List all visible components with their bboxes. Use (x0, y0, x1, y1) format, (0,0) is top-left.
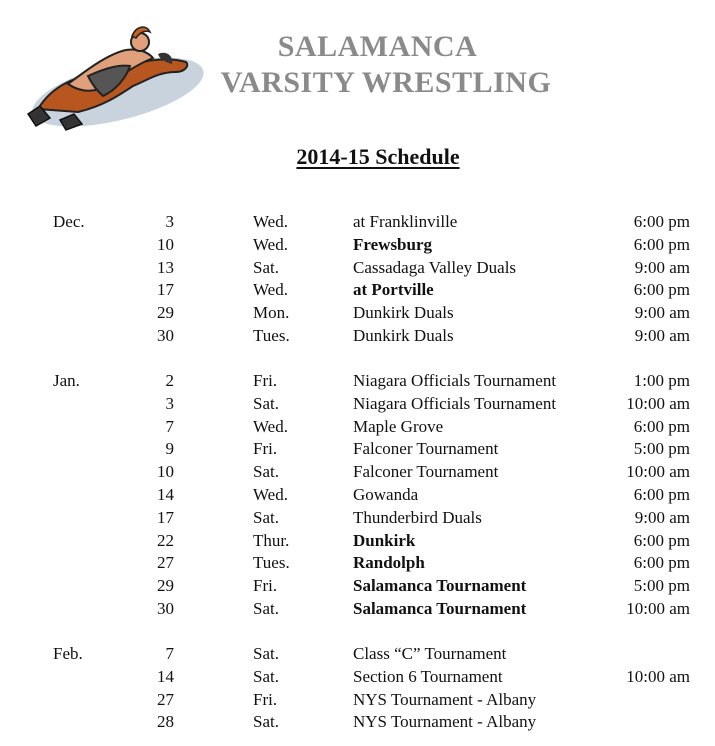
day-of-week: Wed. (253, 212, 288, 231)
day-number: 10 (157, 234, 174, 254)
event-time: 10:00 am (626, 393, 690, 413)
event-name: Falconer Tournament (353, 462, 499, 482)
event-time: 6:00 pm (633, 553, 690, 573)
day-of-week: Wed. (253, 234, 288, 254)
day-of-week: Fri. (253, 439, 278, 459)
schedule-row (0, 416, 715, 439)
event-name: Salamanca Tournament (353, 598, 527, 618)
event-name: Thunderbird Duals (353, 507, 482, 527)
event-name: Section 6 Tournament (353, 666, 503, 686)
day-of-week: Sat. (253, 507, 279, 527)
month-section (0, 643, 715, 734)
event-name: Dunkirk (353, 530, 416, 550)
schedule-row (0, 234, 715, 257)
day-number: 7 (165, 644, 174, 663)
event-time: 9:00 am (634, 325, 690, 345)
team-title-line1: SALAMANCA (277, 30, 478, 63)
day-of-week: Sat. (253, 712, 279, 732)
month-section (0, 211, 715, 348)
day-number: 14 (157, 484, 174, 504)
event-name: Niagara Officials Tournament (353, 371, 557, 390)
schedule-row (0, 257, 715, 280)
schedule-row (0, 666, 715, 689)
day-number: 30 (157, 325, 174, 345)
schedule-row (0, 393, 715, 416)
day-of-week: Tues. (253, 553, 290, 573)
schedule-row (0, 370, 715, 393)
event-name: Maple Grove (353, 416, 444, 436)
day-of-week: Sat. (253, 666, 279, 686)
day-of-week: Wed. (253, 484, 288, 504)
day-number: 27 (157, 553, 174, 573)
event-name: Cassadaga Valley Duals (353, 257, 517, 277)
schedule-row (0, 325, 715, 348)
day-of-week: Wed. (253, 280, 288, 300)
event-name: NYS Tournament - Albany (353, 712, 537, 732)
schedule-row (0, 461, 715, 484)
schedule-row (0, 711, 715, 734)
day-number: 3 (165, 393, 174, 413)
day-number: 29 (157, 303, 174, 323)
event-name: at Franklinville (353, 212, 458, 231)
event-time: 10:00 am (626, 462, 690, 482)
event-time: 6:00 pm (633, 484, 690, 504)
day-number: 30 (157, 598, 174, 618)
event-time: 6:00 pm (633, 416, 690, 436)
event-time: 5:00 pm (633, 439, 690, 459)
day-number: 13 (157, 257, 174, 277)
month-label: Feb. (53, 644, 83, 663)
event-name: Salamanca Tournament (353, 576, 527, 596)
day-of-week: Sat. (253, 598, 279, 618)
day-number: 28 (157, 712, 174, 732)
event-name: Dunkirk Duals (353, 325, 454, 345)
event-name: at Portville (353, 280, 434, 300)
event-name: Randolph (353, 553, 425, 573)
schedule-row (0, 211, 715, 234)
month-section (0, 370, 715, 621)
schedule-row (0, 438, 715, 461)
day-of-week: Tues. (253, 325, 290, 345)
month-label: Dec. (53, 212, 85, 231)
event-name: Gowanda (353, 484, 419, 504)
event-time: 10:00 am (626, 666, 690, 686)
day-number: 17 (157, 507, 174, 527)
schedule-row (0, 507, 715, 530)
day-number: 7 (165, 416, 174, 436)
day-of-week: Sat. (253, 257, 279, 277)
day-of-week: Fri. (253, 689, 278, 709)
day-number: 22 (157, 530, 174, 550)
event-time: 5:00 pm (633, 576, 690, 596)
day-number: 9 (165, 439, 174, 459)
day-of-week: Fri. (253, 576, 278, 596)
event-time: 9:00 am (634, 257, 690, 277)
event-name: Niagara Officials Tournament (353, 393, 557, 413)
event-time: 6:00 pm (633, 212, 690, 231)
schedule-row (0, 552, 715, 575)
event-time: 9:00 am (634, 303, 690, 323)
event-time: 6:00 pm (633, 280, 690, 300)
day-of-week: Sat. (253, 462, 279, 482)
schedule-row (0, 484, 715, 507)
event-time: 1:00 pm (633, 371, 690, 390)
schedule-row (0, 302, 715, 325)
schedule-row (0, 279, 715, 302)
day-of-week: Wed. (253, 416, 288, 436)
day-of-week: Sat. (253, 644, 279, 663)
event-time: 9:00 am (634, 507, 690, 527)
schedule-row (0, 530, 715, 553)
event-name: Falconer Tournament (353, 439, 499, 459)
event-name: Dunkirk Duals (353, 303, 454, 323)
day-of-week: Sat. (253, 393, 279, 413)
day-of-week: Thur. (253, 530, 290, 550)
month-label: Jan. (53, 371, 80, 390)
day-number: 3 (165, 212, 174, 231)
day-number: 29 (157, 576, 174, 596)
schedule-row (0, 598, 715, 621)
day-of-week: Fri. (253, 371, 278, 390)
day-number: 2 (165, 371, 174, 390)
event-time: 6:00 pm (633, 530, 690, 550)
day-of-week: Mon. (253, 303, 290, 323)
team-title-line2: VARSITY WRESTLING (220, 66, 552, 99)
schedule-subtitle: 2014-15 Schedule (296, 144, 460, 169)
day-number: 10 (157, 462, 174, 482)
schedule-row (0, 689, 715, 712)
event-name: Class “C” Tournament (353, 644, 507, 663)
schedule-row (0, 575, 715, 598)
event-name: NYS Tournament - Albany (353, 689, 537, 709)
day-number: 17 (157, 280, 174, 300)
event-time: 10:00 am (626, 598, 690, 618)
day-number: 27 (157, 689, 174, 709)
event-name: Frewsburg (353, 234, 433, 254)
event-time: 6:00 pm (633, 234, 690, 254)
schedule-row (0, 643, 715, 666)
wrestlers-illustration-icon (8, 14, 208, 134)
day-number: 14 (157, 666, 174, 686)
